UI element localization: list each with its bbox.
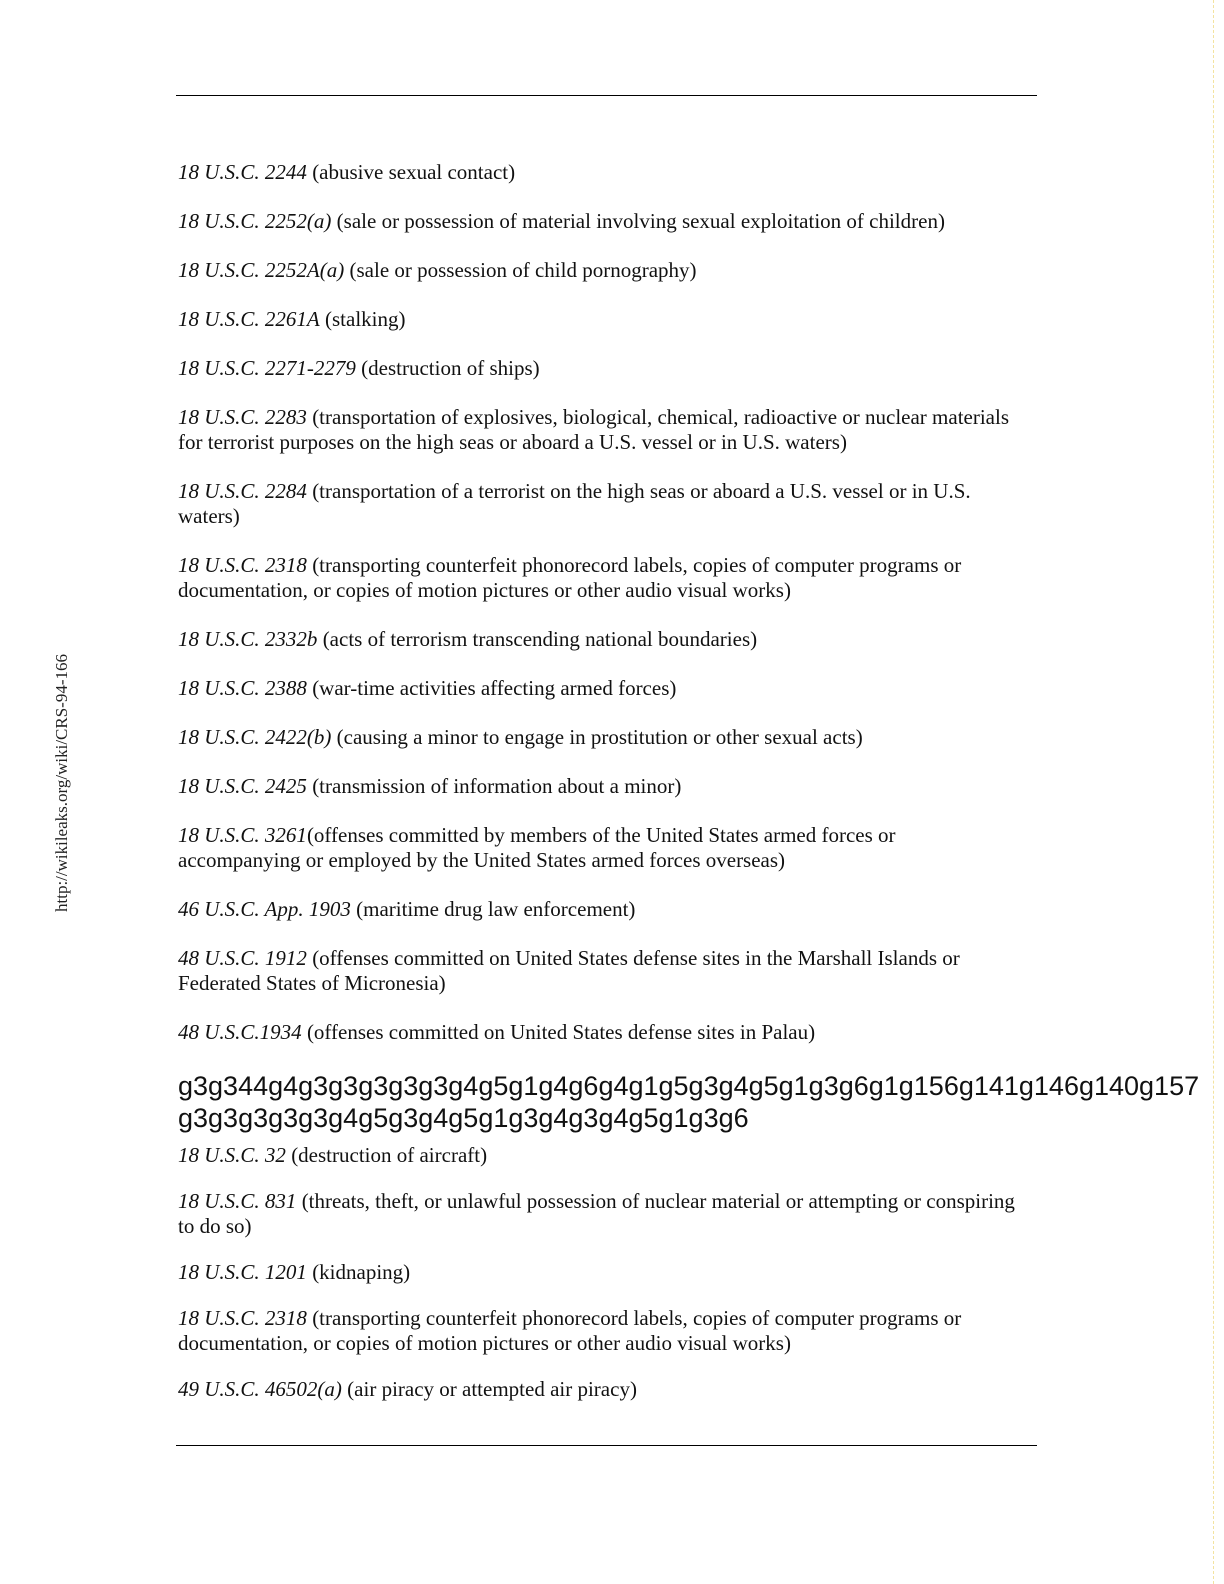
statute-description: (kidnaping) (306, 1260, 411, 1284)
statute-entry (178, 946, 1018, 996)
statute-citation: 18 U.S.C. 2261A (178, 307, 320, 331)
statute-citation: 18 U.S.C. 2425 (178, 774, 307, 798)
statute-entry (178, 823, 1018, 873)
statute-citation: 18 U.S.C. 2318 (178, 553, 307, 577)
bottom-rule (176, 1445, 1037, 1446)
statute-description: (offenses committed on United States defense sites in the Marshall Islands or Federated States of Micronesia) (178, 946, 960, 995)
statute-list-top (178, 160, 1018, 1069)
statute-description: (causing a minor to engage in prostitution or other sexual acts) (331, 725, 863, 749)
garbled-heading: g3g344g4g3g3g3g3g3g4g5g1g4g6g4g1g5g3g4g5g1g3g6g1g156g141g146g140g157 (178, 1071, 1200, 1101)
statute-citation: 18 U.S.C. 2388 (178, 676, 307, 700)
statute-entry (178, 356, 1018, 381)
statute-description: (destruction of aircraft) (285, 1143, 488, 1167)
statute-entry (178, 725, 1018, 750)
statute-description: (transportation of a terrorist on the high seas or aboard a U.S. vessel or in U.S. waters) (178, 479, 971, 528)
statute-citation: 18 U.S.C. 2332b (178, 627, 318, 651)
statute-citation: 18 U.S.C. 2283 (178, 405, 307, 429)
statute-entry (178, 479, 1018, 529)
top-rule (176, 95, 1037, 96)
statute-citation: 18 U.S.C. 831 (178, 1189, 297, 1213)
statute-entry (178, 676, 1018, 701)
statute-citation: 18 U.S.C. 2271-2279 (178, 356, 356, 380)
statute-entry (178, 774, 1018, 799)
statute-citation: 18 U.S.C. 2252A(a) (178, 258, 345, 282)
statute-entry (178, 897, 1018, 922)
statute-description: (transporting counterfeit phonorecord labels, copies of computer programs or documentation, or copies of motion pictures or other audio visual works) (178, 1306, 962, 1355)
statute-citation: 18 U.S.C. 32 (178, 1143, 286, 1167)
statute-entry (178, 1020, 1018, 1045)
statute-citation: 18 U.S.C. 3261 (178, 823, 307, 847)
statute-citation: 48 U.S.C. 1912 (178, 946, 307, 970)
statute-description: (stalking) (319, 307, 406, 331)
statute-citation: 18 U.S.C. 2244 (178, 160, 307, 184)
statute-citation: 18 U.S.C. 2284 (178, 479, 307, 503)
page-edge (1213, 0, 1218, 1584)
statute-description: (threats, theft, or unlawful possession of nuclear material or attempting or conspiring to do so) (178, 1189, 1015, 1238)
statute-entry (178, 627, 1018, 652)
statute-description: (sale or possession of material involving sexual exploitation of children) (331, 209, 945, 233)
statute-description: (acts of terrorism transcending national boundaries) (317, 627, 758, 651)
statute-entry (178, 1260, 1018, 1285)
side-url: http://wikileaks.org/wiki/CRS-94-166 (52, 654, 71, 912)
statute-entry (178, 1143, 1018, 1168)
statute-entry (178, 209, 1018, 234)
statute-description: (maritime drug law enforcement) (350, 897, 636, 921)
statute-citation: 18 U.S.C. 2422(b) (178, 725, 332, 749)
statute-description: (transmission of information about a minor) (306, 774, 682, 798)
statute-citation: 18 U.S.C. 2318 (178, 1306, 307, 1330)
statute-entry (178, 1377, 1018, 1402)
statute-description: (transportation of explosives, biological, chemical, radioactive or nuclear materials for terrorist purposes on the high seas or aboard a U.S. vessel or in U.S. waters) (178, 405, 1010, 454)
garbled-heading-overlay: g3g3g3g3g3g4g5g3g4g5g1g3g4g3g4g5g1g3g6 (178, 1103, 749, 1133)
statute-citation: 46 U.S.C. App. 1903 (178, 897, 351, 921)
statute-description: (destruction of ships) (355, 356, 540, 380)
statute-citation: 18 U.S.C. 1201 (178, 1260, 307, 1284)
statute-description: (offenses committed on United States defense sites in Palau) (301, 1020, 816, 1044)
statute-entry (178, 307, 1018, 332)
statute-description: (offenses committed by members of the United States armed forces or accompanying or employed by the United States armed forces overseas) (178, 823, 896, 872)
statute-citation: 48 U.S.C.1934 (178, 1020, 302, 1044)
statute-entry (178, 258, 1018, 283)
statute-description: (air piracy or attempted air piracy) (341, 1377, 637, 1401)
garbled-heading-block (178, 1070, 1199, 1134)
statute-description: (war-time activities affecting armed forces) (306, 676, 677, 700)
statute-entry (178, 405, 1018, 455)
statute-list-bottom (178, 1143, 1018, 1423)
statute-description: (sale or possession of child pornography) (344, 258, 697, 282)
statute-entry (178, 1189, 1018, 1239)
statute-citation: 18 U.S.C. 2252(a) (178, 209, 332, 233)
statute-citation: 49 U.S.C. 46502(a) (178, 1377, 342, 1401)
statute-entry (178, 160, 1018, 185)
statute-description: (transporting counterfeit phonorecord labels, copies of computer programs or documentation, or copies of motion pictures or other audio visual works) (178, 553, 962, 602)
statute-entry (178, 1306, 1018, 1356)
statute-entry (178, 553, 1018, 603)
statute-description: (abusive sexual contact) (306, 160, 516, 184)
